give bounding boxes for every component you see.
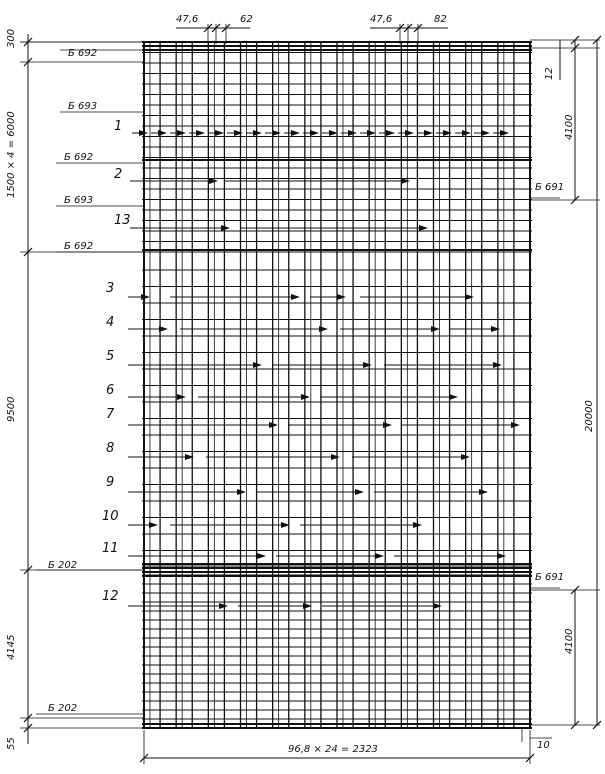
arrowhead [272,130,281,136]
right-dim-12: 12 [544,67,555,80]
label-b691-1: Б 691 [535,182,565,193]
arrowhead [291,294,300,300]
bottom-dim: 96,8 × 24 = 2323 [288,744,378,755]
arrowhead [301,394,310,400]
arrowhead [500,130,509,136]
arrowhead [431,326,440,332]
arrowhead [497,553,506,559]
position-9: 9 [106,475,115,490]
top-dim-4: 82 [434,14,447,25]
position-11: 11 [102,541,119,556]
left-dim-6000: 1500 × 4 = 6000 [6,111,17,198]
arrowhead [269,422,278,428]
arrowhead [215,130,224,136]
arrowhead [433,603,442,609]
arrowhead [159,326,168,332]
arrowhead [419,225,428,231]
arrowhead [331,454,340,460]
position-4: 4 [106,315,115,330]
position-5: 5 [106,349,115,364]
arrowhead [363,362,372,368]
top-dim-2: 62 [240,14,253,25]
left-dim-55: 55 [6,737,17,750]
label-b692-3: Б 692 [64,241,94,252]
arrowhead [257,553,266,559]
arrowhead [337,294,346,300]
arrowhead [375,553,384,559]
arrowhead [405,130,414,136]
arrowhead [253,130,262,136]
position-6: 6 [106,383,115,398]
arrowhead [479,489,488,495]
label-b202-1: Б 202 [48,560,78,571]
arrowhead [310,130,319,136]
arrowhead [253,362,262,368]
rebar-grid [142,42,532,728]
arrowhead [234,130,243,136]
arrowhead [367,130,376,136]
arrowhead [386,130,395,136]
arrowhead [449,394,458,400]
label-b202-2: Б 202 [48,703,78,714]
label-b691-2: Б 691 [535,572,565,583]
arrowhead [237,489,246,495]
left-dim-4145: 4145 [6,634,17,660]
arrowhead [219,603,228,609]
position-10: 10 [102,509,119,524]
arrowhead [383,422,392,428]
arrowhead [491,326,500,332]
arrowhead [141,294,150,300]
right-dim-4100-bottom: 4100 [564,628,575,654]
arrowhead [221,225,230,231]
left-dim-300: 300 [6,28,17,48]
label-b693-2: Б 693 [64,195,94,206]
arrowhead [465,294,474,300]
arrowhead [355,489,364,495]
top-dim-3: 47,6 [370,14,393,25]
right-dim-4100-top: 4100 [564,114,575,140]
position-13: 13 [114,213,131,228]
arrowhead [462,130,471,136]
left-dim-9500: 9500 [6,396,17,422]
arrowhead [424,130,433,136]
label-b693-1: Б 693 [68,101,98,112]
arrowhead [511,422,520,428]
position-7: 7 [106,407,115,422]
arrowhead [158,130,167,136]
right-dim-20000: 20000 [584,400,595,432]
arrowhead [443,130,452,136]
arrowhead [177,130,186,136]
arrowhead [177,394,186,400]
top-dim-1: 47,6 [176,14,199,25]
arrowhead [481,130,490,136]
position-1: 1 [114,119,123,134]
label-b692-2: Б 692 [64,152,94,163]
label-b692-1: Б 692 [68,48,98,59]
arrowhead [196,130,205,136]
arrowhead [319,326,328,332]
arrowhead [149,522,158,528]
arrowhead [291,130,300,136]
bottom-right-dim: 10 [537,740,550,751]
position-12: 12 [102,589,119,604]
position-8: 8 [106,441,115,456]
position-2: 2 [114,167,123,182]
position-3: 3 [106,281,115,296]
